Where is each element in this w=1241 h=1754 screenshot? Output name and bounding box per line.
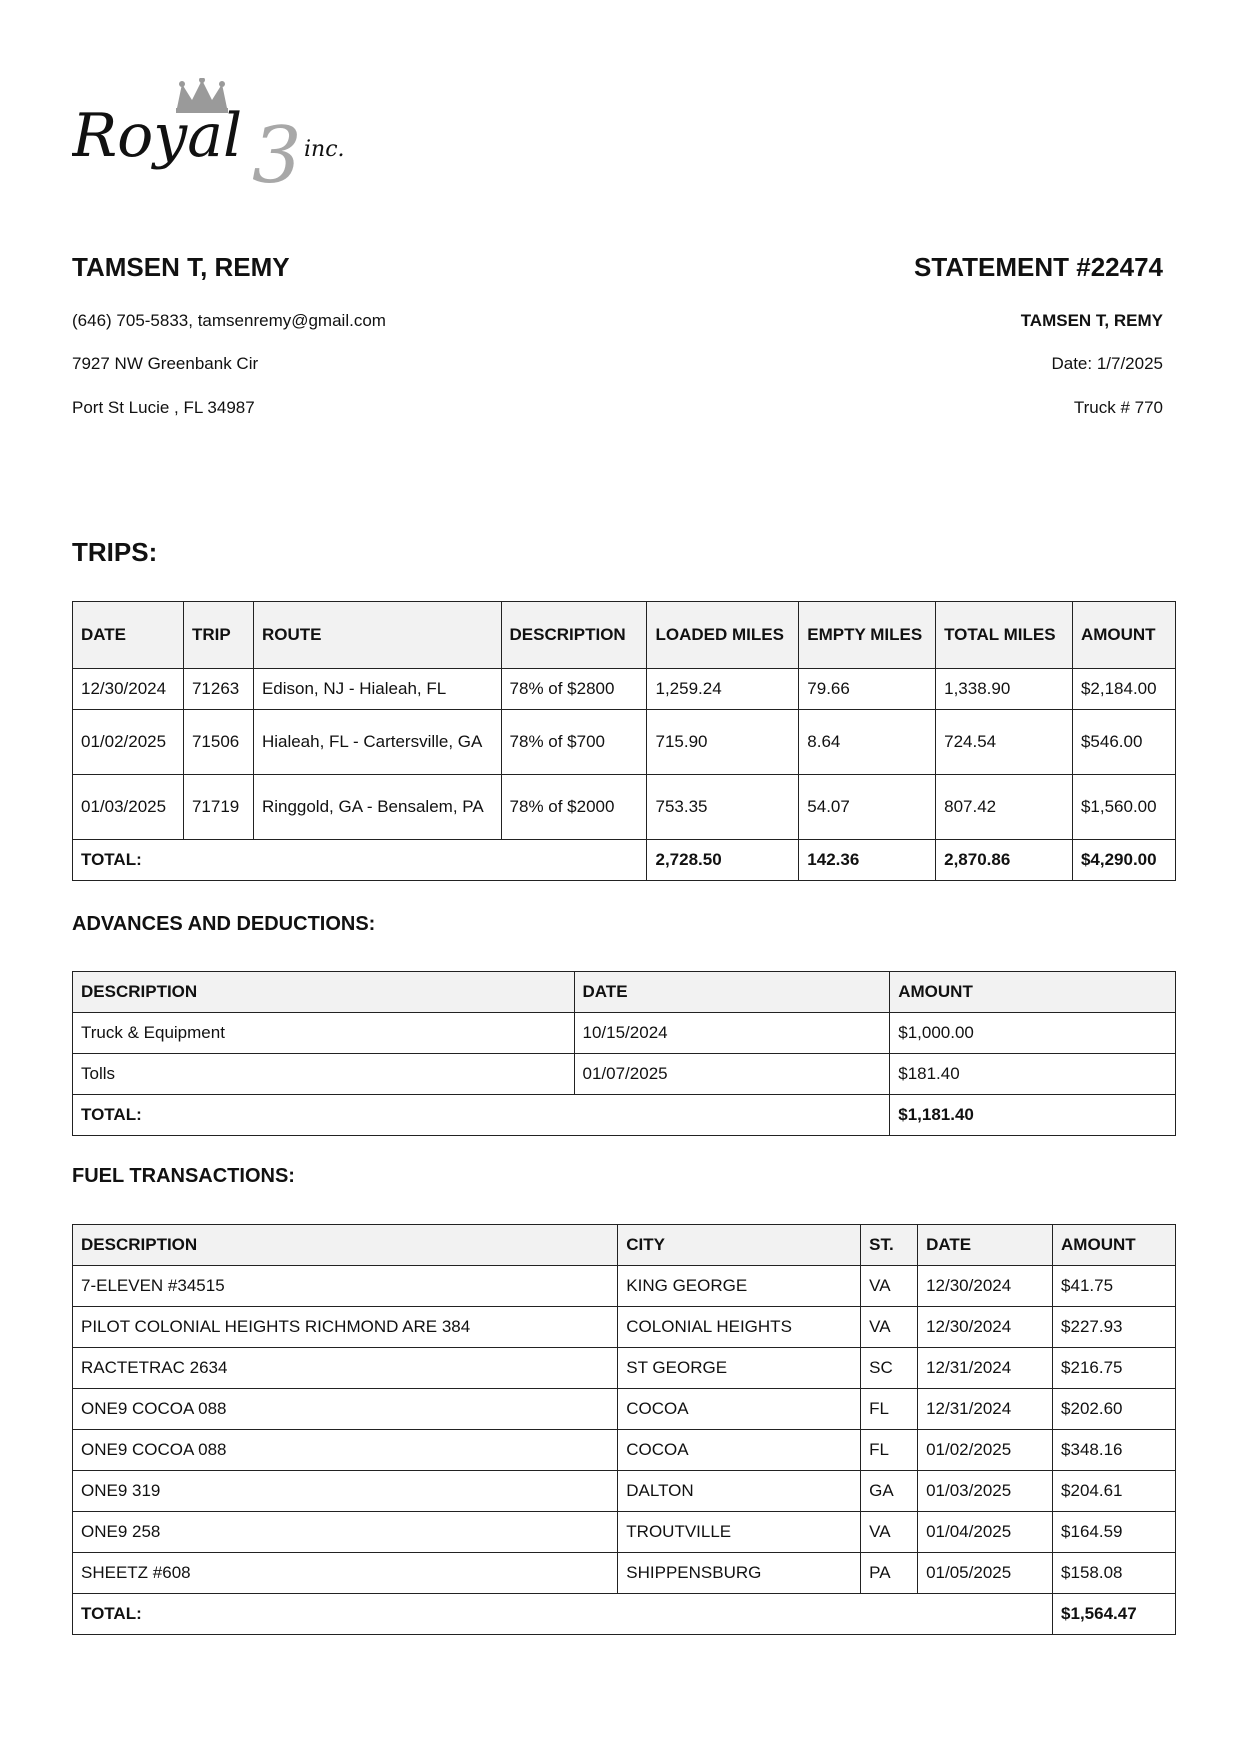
column-header: DATE: [918, 1225, 1053, 1266]
column-header: ROUTE: [253, 602, 501, 669]
total-amount: $4,290.00: [1072, 840, 1175, 881]
total-label: TOTAL:: [73, 840, 647, 881]
cell-state: VA: [861, 1307, 918, 1348]
cell-amount: $164.59: [1053, 1512, 1176, 1553]
cell-route: Edison, NJ - Hialeah, FL: [253, 669, 501, 710]
cell-trip: 71719: [183, 775, 253, 840]
cell-description: ONE9 COCOA 088: [73, 1430, 618, 1471]
cell-description: RACTETRAC 2634: [73, 1348, 618, 1389]
statement-name: TAMSEN T, REMY: [1020, 311, 1163, 330]
column-header: TOTAL MILES: [936, 602, 1073, 669]
cell-date: 01/07/2025: [574, 1054, 890, 1095]
cell-description: Truck & Equipment: [73, 1013, 575, 1054]
table-row: [73, 1471, 1176, 1512]
advances-table: [72, 971, 1176, 1136]
cell-city: TROUTVILLE: [618, 1512, 861, 1553]
table-row: [73, 775, 1176, 840]
cell-date: 10/15/2024: [574, 1013, 890, 1054]
total-label: TOTAL:: [73, 1594, 1053, 1635]
driver-street: 7927 NW Greenbank Cir: [72, 354, 259, 373]
cell-city: ST GEORGE: [618, 1348, 861, 1389]
cell-description: ONE9 COCOA 088: [73, 1389, 618, 1430]
advances-heading: ADVANCES AND DEDUCTIONS:: [72, 913, 376, 935]
trips-heading: TRIPS:: [72, 537, 158, 567]
statement-title: STATEMENT #22474: [913, 252, 1163, 282]
cell-city: COLONIAL HEIGHTS: [618, 1307, 861, 1348]
cell-amount: $41.75: [1053, 1266, 1176, 1307]
total-miles: 2,870.86: [936, 840, 1073, 881]
cell-amount: $546.00: [1072, 710, 1175, 775]
cell-trip: 71263: [183, 669, 253, 710]
cell-loaded: 753.35: [647, 775, 799, 840]
table-header-row: [73, 602, 1176, 669]
cell-date: 01/03/2025: [73, 775, 184, 840]
table-row: [73, 1512, 1176, 1553]
table-row: [73, 669, 1176, 710]
cell-date: 01/05/2025: [918, 1553, 1053, 1594]
table-row: [73, 1348, 1176, 1389]
cell-state: VA: [861, 1512, 918, 1553]
total-label: TOTAL:: [73, 1095, 890, 1136]
cell-amount: $1,560.00: [1072, 775, 1175, 840]
cell-date: 01/04/2025: [918, 1512, 1053, 1553]
svg-text:inc.: inc.: [304, 137, 345, 162]
cell-description: SHEETZ #608: [73, 1553, 618, 1594]
truck-number: Truck # 770: [1073, 398, 1163, 417]
cell-description: 78% of $2000: [501, 775, 647, 840]
cell-amount: $204.61: [1053, 1471, 1176, 1512]
cell-total: 807.42: [936, 775, 1073, 840]
cell-trip: 71506: [183, 710, 253, 775]
column-header: DATE: [73, 602, 184, 669]
driver-contact: (646) 705-5833, tamsenremy@gmail.com: [72, 311, 386, 330]
cell-amount: $202.60: [1053, 1389, 1176, 1430]
cell-loaded: 1,259.24: [647, 669, 799, 710]
total-amount: $1,181.40: [890, 1095, 1176, 1136]
cell-description: ONE9 319: [73, 1471, 618, 1512]
cell-total: 724.54: [936, 710, 1073, 775]
cell-city: COCOA: [618, 1389, 861, 1430]
cell-city: KING GEORGE: [618, 1266, 861, 1307]
table-header-row: [73, 972, 1176, 1013]
column-header: DESCRIPTION: [73, 972, 575, 1013]
cell-empty: 54.07: [799, 775, 936, 840]
cell-loaded: 715.90: [647, 710, 799, 775]
cell-amount: $216.75: [1053, 1348, 1176, 1389]
column-header: AMOUNT: [1053, 1225, 1176, 1266]
crown-logo-icon: [72, 78, 392, 196]
column-header: DESCRIPTION: [73, 1225, 618, 1266]
cell-state: FL: [861, 1389, 918, 1430]
cell-city: SHIPPENSBURG: [618, 1553, 861, 1594]
statement-date: Date: 1/7/2025: [1051, 354, 1163, 373]
cell-route: Hialeah, FL - Cartersville, GA: [253, 710, 501, 775]
table-row: [73, 1389, 1176, 1430]
cell-date: 01/02/2025: [918, 1430, 1053, 1471]
cell-amount: $348.16: [1053, 1430, 1176, 1471]
svg-text:3: 3: [252, 111, 302, 196]
table-row: [73, 1430, 1176, 1471]
driver-name: TAMSEN T, REMY: [72, 252, 290, 282]
cell-description: 78% of $2800: [501, 669, 647, 710]
cell-amount: $181.40: [890, 1054, 1176, 1095]
svg-text:Royal: Royal: [72, 101, 243, 171]
cell-route: Ringgold, GA - Bensalem, PA: [253, 775, 501, 840]
cell-date: 12/30/2024: [918, 1307, 1053, 1348]
cell-state: FL: [861, 1430, 918, 1471]
column-header: TRIP: [183, 602, 253, 669]
cell-date: 12/30/2024: [73, 669, 184, 710]
cell-state: PA: [861, 1553, 918, 1594]
column-header: DESCRIPTION: [501, 602, 647, 669]
company-logo: [72, 78, 392, 196]
cell-amount: $2,184.00: [1072, 669, 1175, 710]
column-header: AMOUNT: [890, 972, 1176, 1013]
cell-description: ONE9 258: [73, 1512, 618, 1553]
total-row: [73, 840, 1176, 881]
table-row: [73, 1054, 1176, 1095]
cell-date: 12/31/2024: [918, 1348, 1053, 1389]
driver-city: Port St Lucie , FL 34987: [72, 398, 255, 417]
table-row: [73, 1307, 1176, 1348]
cell-date: 01/03/2025: [918, 1471, 1053, 1512]
table-row: [73, 710, 1176, 775]
cell-amount: $158.08: [1053, 1553, 1176, 1594]
table-row: [73, 1553, 1176, 1594]
cell-state: VA: [861, 1266, 918, 1307]
cell-city: DALTON: [618, 1471, 861, 1512]
column-header: EMPTY MILES: [799, 602, 936, 669]
total-row: [73, 1095, 1176, 1136]
total-loaded: 2,728.50: [647, 840, 799, 881]
fuel-table: [72, 1224, 1176, 1635]
table-header-row: [73, 1225, 1176, 1266]
cell-date: 12/31/2024: [918, 1389, 1053, 1430]
cell-empty: 8.64: [799, 710, 936, 775]
column-header: LOADED MILES: [647, 602, 799, 669]
cell-description: Tolls: [73, 1054, 575, 1095]
cell-state: GA: [861, 1471, 918, 1512]
total-amount: $1,564.47: [1053, 1594, 1176, 1635]
cell-description: 78% of $700: [501, 710, 647, 775]
column-header: DATE: [574, 972, 890, 1013]
total-row: [73, 1594, 1176, 1635]
column-header: CITY: [618, 1225, 861, 1266]
cell-description: PILOT COLONIAL HEIGHTS RICHMOND ARE 384: [73, 1307, 618, 1348]
trips-table: [72, 601, 1176, 881]
cell-total: 1,338.90: [936, 669, 1073, 710]
cell-amount: $227.93: [1053, 1307, 1176, 1348]
cell-city: COCOA: [618, 1430, 861, 1471]
fuel-heading: FUEL TRANSACTIONS:: [72, 1165, 295, 1187]
table-row: [73, 1266, 1176, 1307]
cell-date: 01/02/2025: [73, 710, 184, 775]
cell-empty: 79.66: [799, 669, 936, 710]
table-row: [73, 1013, 1176, 1054]
column-header: AMOUNT: [1072, 602, 1175, 669]
cell-description: 7-ELEVEN #34515: [73, 1266, 618, 1307]
column-header: ST.: [861, 1225, 918, 1266]
total-empty: 142.36: [799, 840, 936, 881]
cell-date: 12/30/2024: [918, 1266, 1053, 1307]
cell-state: SC: [861, 1348, 918, 1389]
cell-amount: $1,000.00: [890, 1013, 1176, 1054]
